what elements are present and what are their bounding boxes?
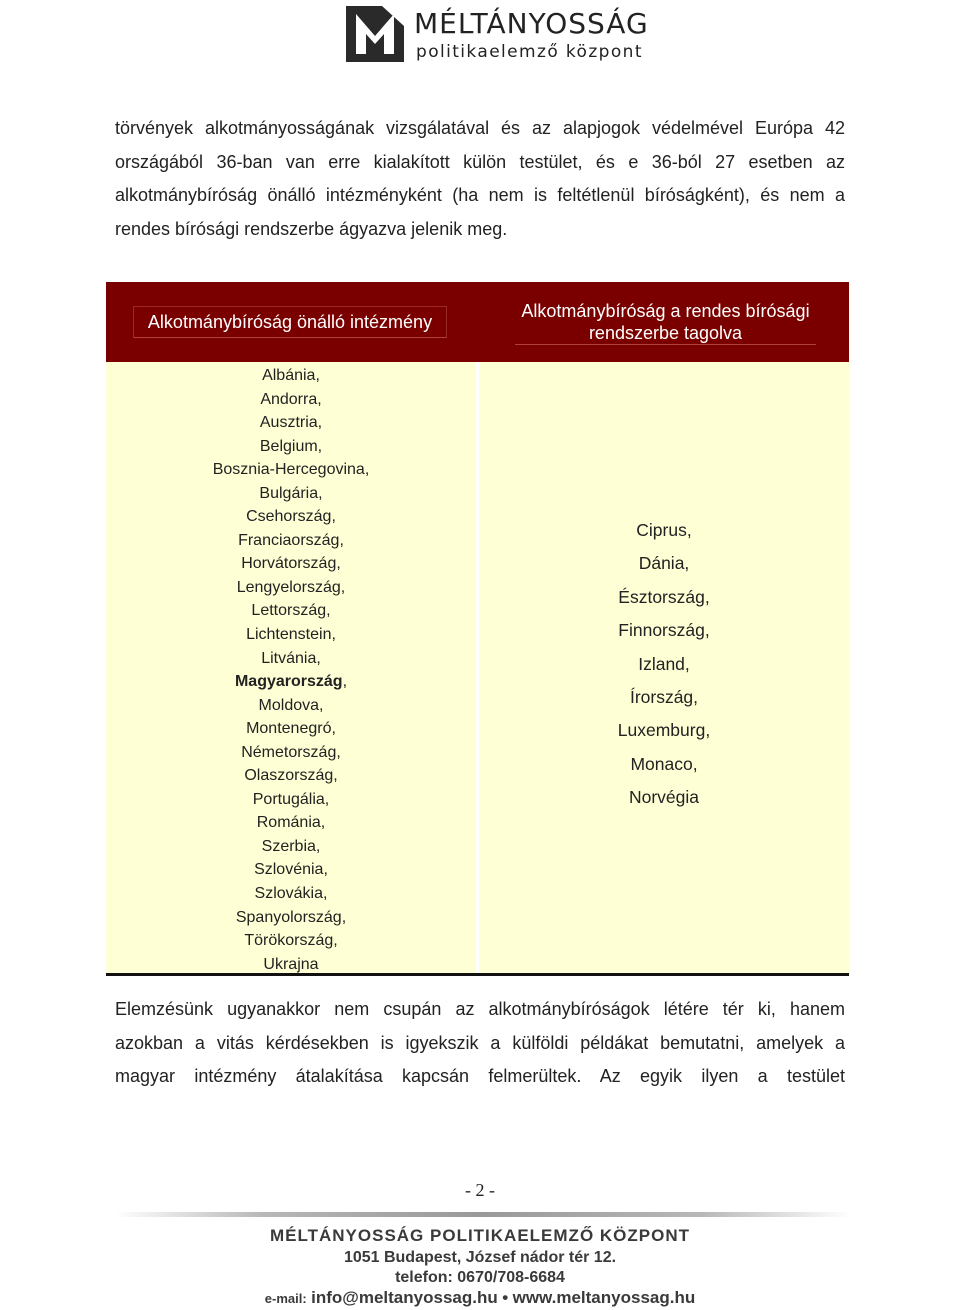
footer-separator: • [502,1288,509,1307]
list-item: Olaszország, [244,767,338,785]
constitutional-court-table [106,282,849,976]
intro-paragraph [115,112,845,246]
list-item: Lichtenstein, [246,626,336,644]
paragraph-line: rendes bírósági rendszerbe ágyazva jelenik meg. [115,218,508,239]
list-item: Ausztria, [259,414,323,432]
list-item: Írország, [629,687,699,708]
paragraph-line: alkotmánybíróság önálló intézményként (ha nem is feltétlenül bíróságként), és nem a [115,185,845,205]
list-item: Csehország, [246,508,336,526]
paragraph-line: Elemzésünk ugyanakkor nem csupán az alkotmánybíróságok létére tér ki, hanem [115,999,845,1019]
table-header-independent [106,282,474,362]
paragraph-line: magyar intézmény átalakítása kapcsán felmerültek. Az egyik ilyen a testület [115,1066,845,1086]
list-item: Albánia, [262,367,320,384]
list-item: Bulgária, [259,484,323,502]
list-item: Észtország, [618,586,710,607]
list-item: Dánia, [638,553,690,574]
table-header-integrated [482,282,849,362]
list-item: Belgium, [259,437,323,455]
list-item: Norvégia [628,787,700,808]
brand-subtitle: politikaelemző központ [416,42,643,62]
list-item: Lengyelország, [236,578,346,596]
list-item-highlighted [106,670,476,694]
list-item: Németország, [241,743,341,761]
header-right-line2: rendszerbe tagolva [588,322,743,343]
footer-email-link[interactable]: info@meltanyossag.hu [311,1288,498,1307]
highlighted-country: Magyarország [234,673,343,691]
list-item: Portugália, [252,790,330,808]
paragraph-line: azokban a vitás kérdésekben is igyekszik a külföldi példákat bemutatni, amelyek a [115,1032,845,1053]
list-item: Litvánia, [261,649,321,667]
integrated-country-list [479,514,849,815]
page-number: - 2 - [465,1180,495,1200]
footer [0,1224,960,1309]
header-logo [346,6,649,64]
list-item: Monaco, [630,753,698,774]
footer-org-name: MÉLTÁNYOSSÁG POLITIKAELEMZŐ KÖZPONT [269,1226,690,1245]
brand-name: MÉLTÁNYOSSÁG [414,7,649,40]
list-item: Moldova, [258,696,324,714]
list-item: Szlovénia, [254,861,328,879]
paragraph-line: törvények alkotmányosságának vizsgálatával és az alapjogok védelmével Európa 42 [115,118,845,138]
meltanyossag-logo-icon [346,6,404,62]
list-item: Spanyolország, [235,908,347,926]
list-item: Izland, [638,653,690,674]
list-item: Törökország, [244,932,338,950]
list-item: Horvátország, [241,555,341,573]
comma: , [342,673,348,691]
paragraph-line: országából 36-ban van erre kialakított külön testület, és e 36-ból 27 esetben az [115,151,845,172]
list-item: Andorra, [260,390,322,408]
list-item: Ukrajna [263,955,319,973]
list-item: Finnország, [618,620,710,641]
list-item: Ciprus, [636,520,692,540]
list-item: Montenegró, [246,720,336,738]
footer-contact [0,1288,960,1309]
list-item: Románia, [256,814,326,832]
list-item: Lettország, [251,602,331,620]
list-item: Szlovákia, [254,885,328,903]
footer-email-label: e-mail: [264,1291,307,1306]
header-left-text: Alkotmánybíróság önálló intézmény [133,306,447,338]
header-right-line1: Alkotmánybíróság a rendes bírósági [521,300,810,321]
header-right-text [515,300,815,345]
table-bottom-border [106,973,849,976]
analysis-paragraph [115,993,845,1094]
footer-website-link[interactable]: www.meltanyossag.hu [512,1288,696,1307]
footer-address: 1051 Budapest, József nádor tér 12. [343,1249,617,1266]
footer-divider [115,1212,850,1217]
footer-phone: telefon: 0670/708-6684 [395,1269,565,1286]
list-item: Luxemburg, [617,720,711,741]
list-item: Franciaország, [238,531,344,549]
list-item: Bosznia-Hercegovina, [212,461,370,479]
independent-country-list [106,362,476,976]
list-item: Szerbia, [261,837,321,855]
